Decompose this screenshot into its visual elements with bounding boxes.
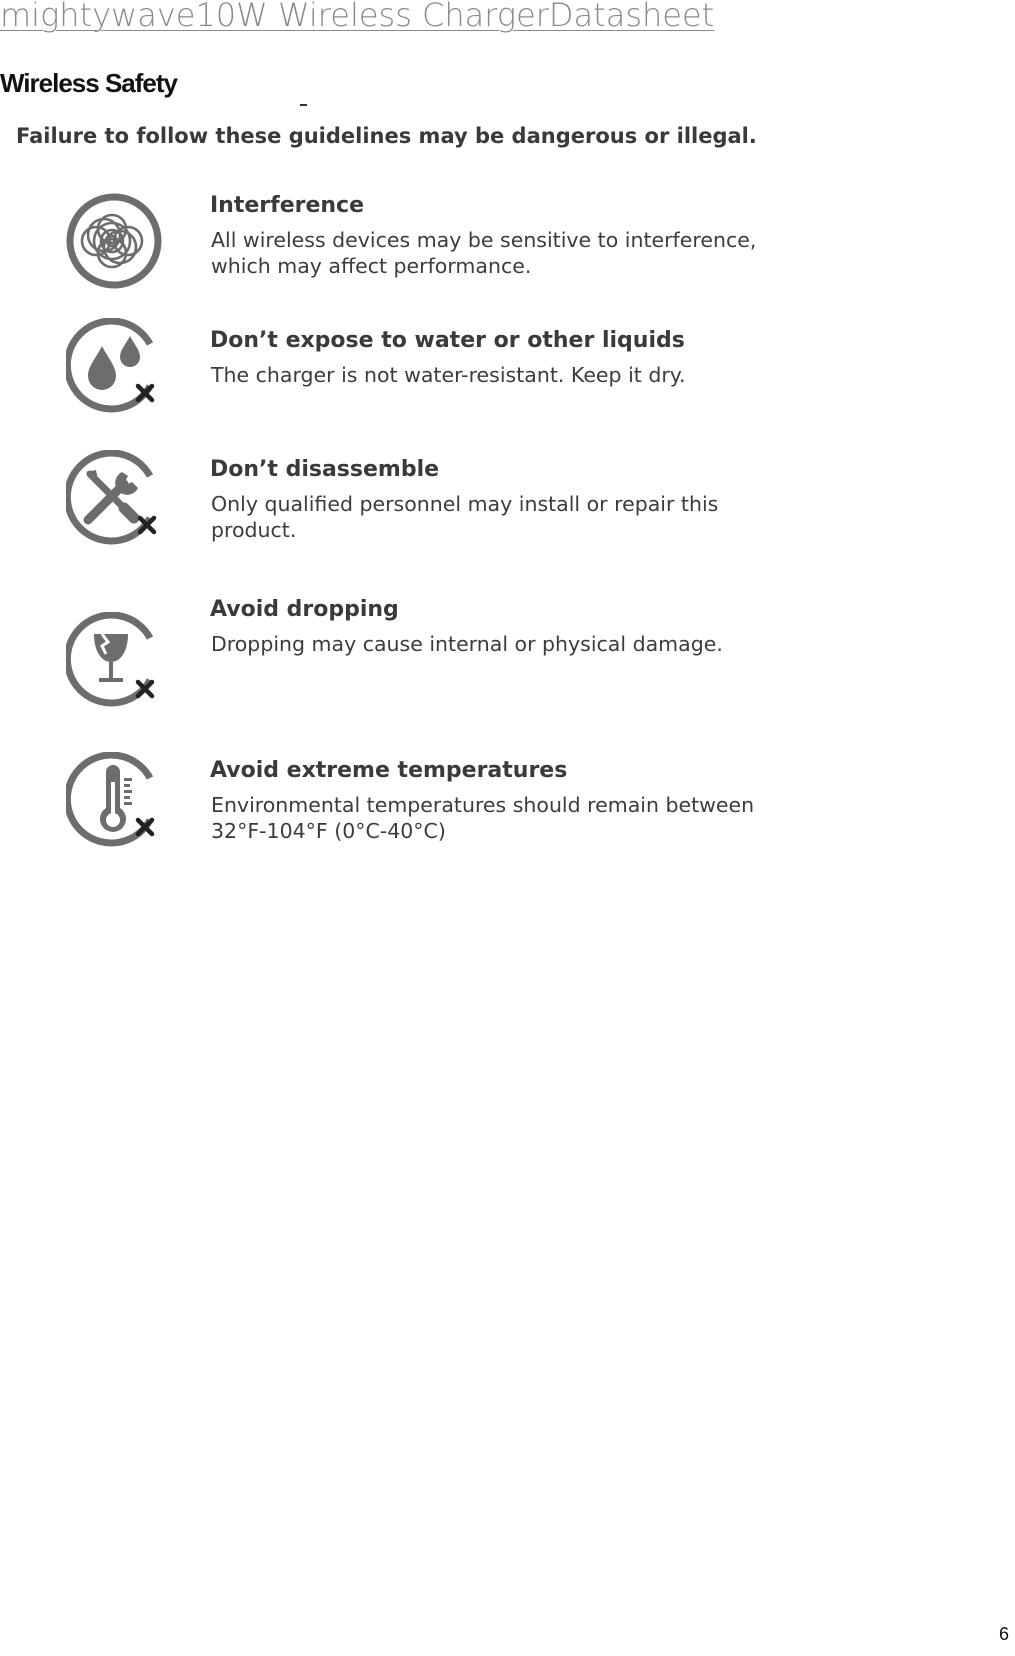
item-heading: Avoid extreme temperatures	[210, 758, 568, 783]
item-heading: Don’t disassemble	[210, 457, 440, 482]
section-title: Wireless Safety	[0, 68, 177, 98]
tools-icon	[66, 450, 166, 550]
thermometer-icon	[66, 752, 166, 852]
item-description: Dropping may cause internal or physical damage.	[211, 632, 723, 656]
fragile-glass-icon	[66, 612, 166, 712]
water-drops-icon	[66, 318, 166, 418]
item-heading: Don’t expose to water or other liquids	[210, 328, 685, 353]
item-heading: Avoid dropping	[210, 597, 399, 622]
item-heading: Interference	[210, 193, 365, 218]
page-number: 6	[998, 1624, 1009, 1644]
interference-icon	[66, 193, 166, 293]
item-description: All wireless devices may be sensitive to interference, which may affect performance.	[211, 228, 757, 278]
warning-statement: Failure to follow these guidelines may be dangerous or illegal.	[16, 124, 757, 148]
document-header-title: mightywave10W Wireless ChargerDatasheet	[0, 0, 715, 34]
item-description: Only qualified personnel may install or repair this product.	[211, 492, 719, 542]
item-description: Environmental temperatures should remain between 32°F-104°F (0°C-40°C)	[211, 793, 755, 843]
item-description: The charger is not water-resistant. Keep it dry.	[211, 363, 686, 387]
scan-artifact-mark	[300, 104, 307, 106]
